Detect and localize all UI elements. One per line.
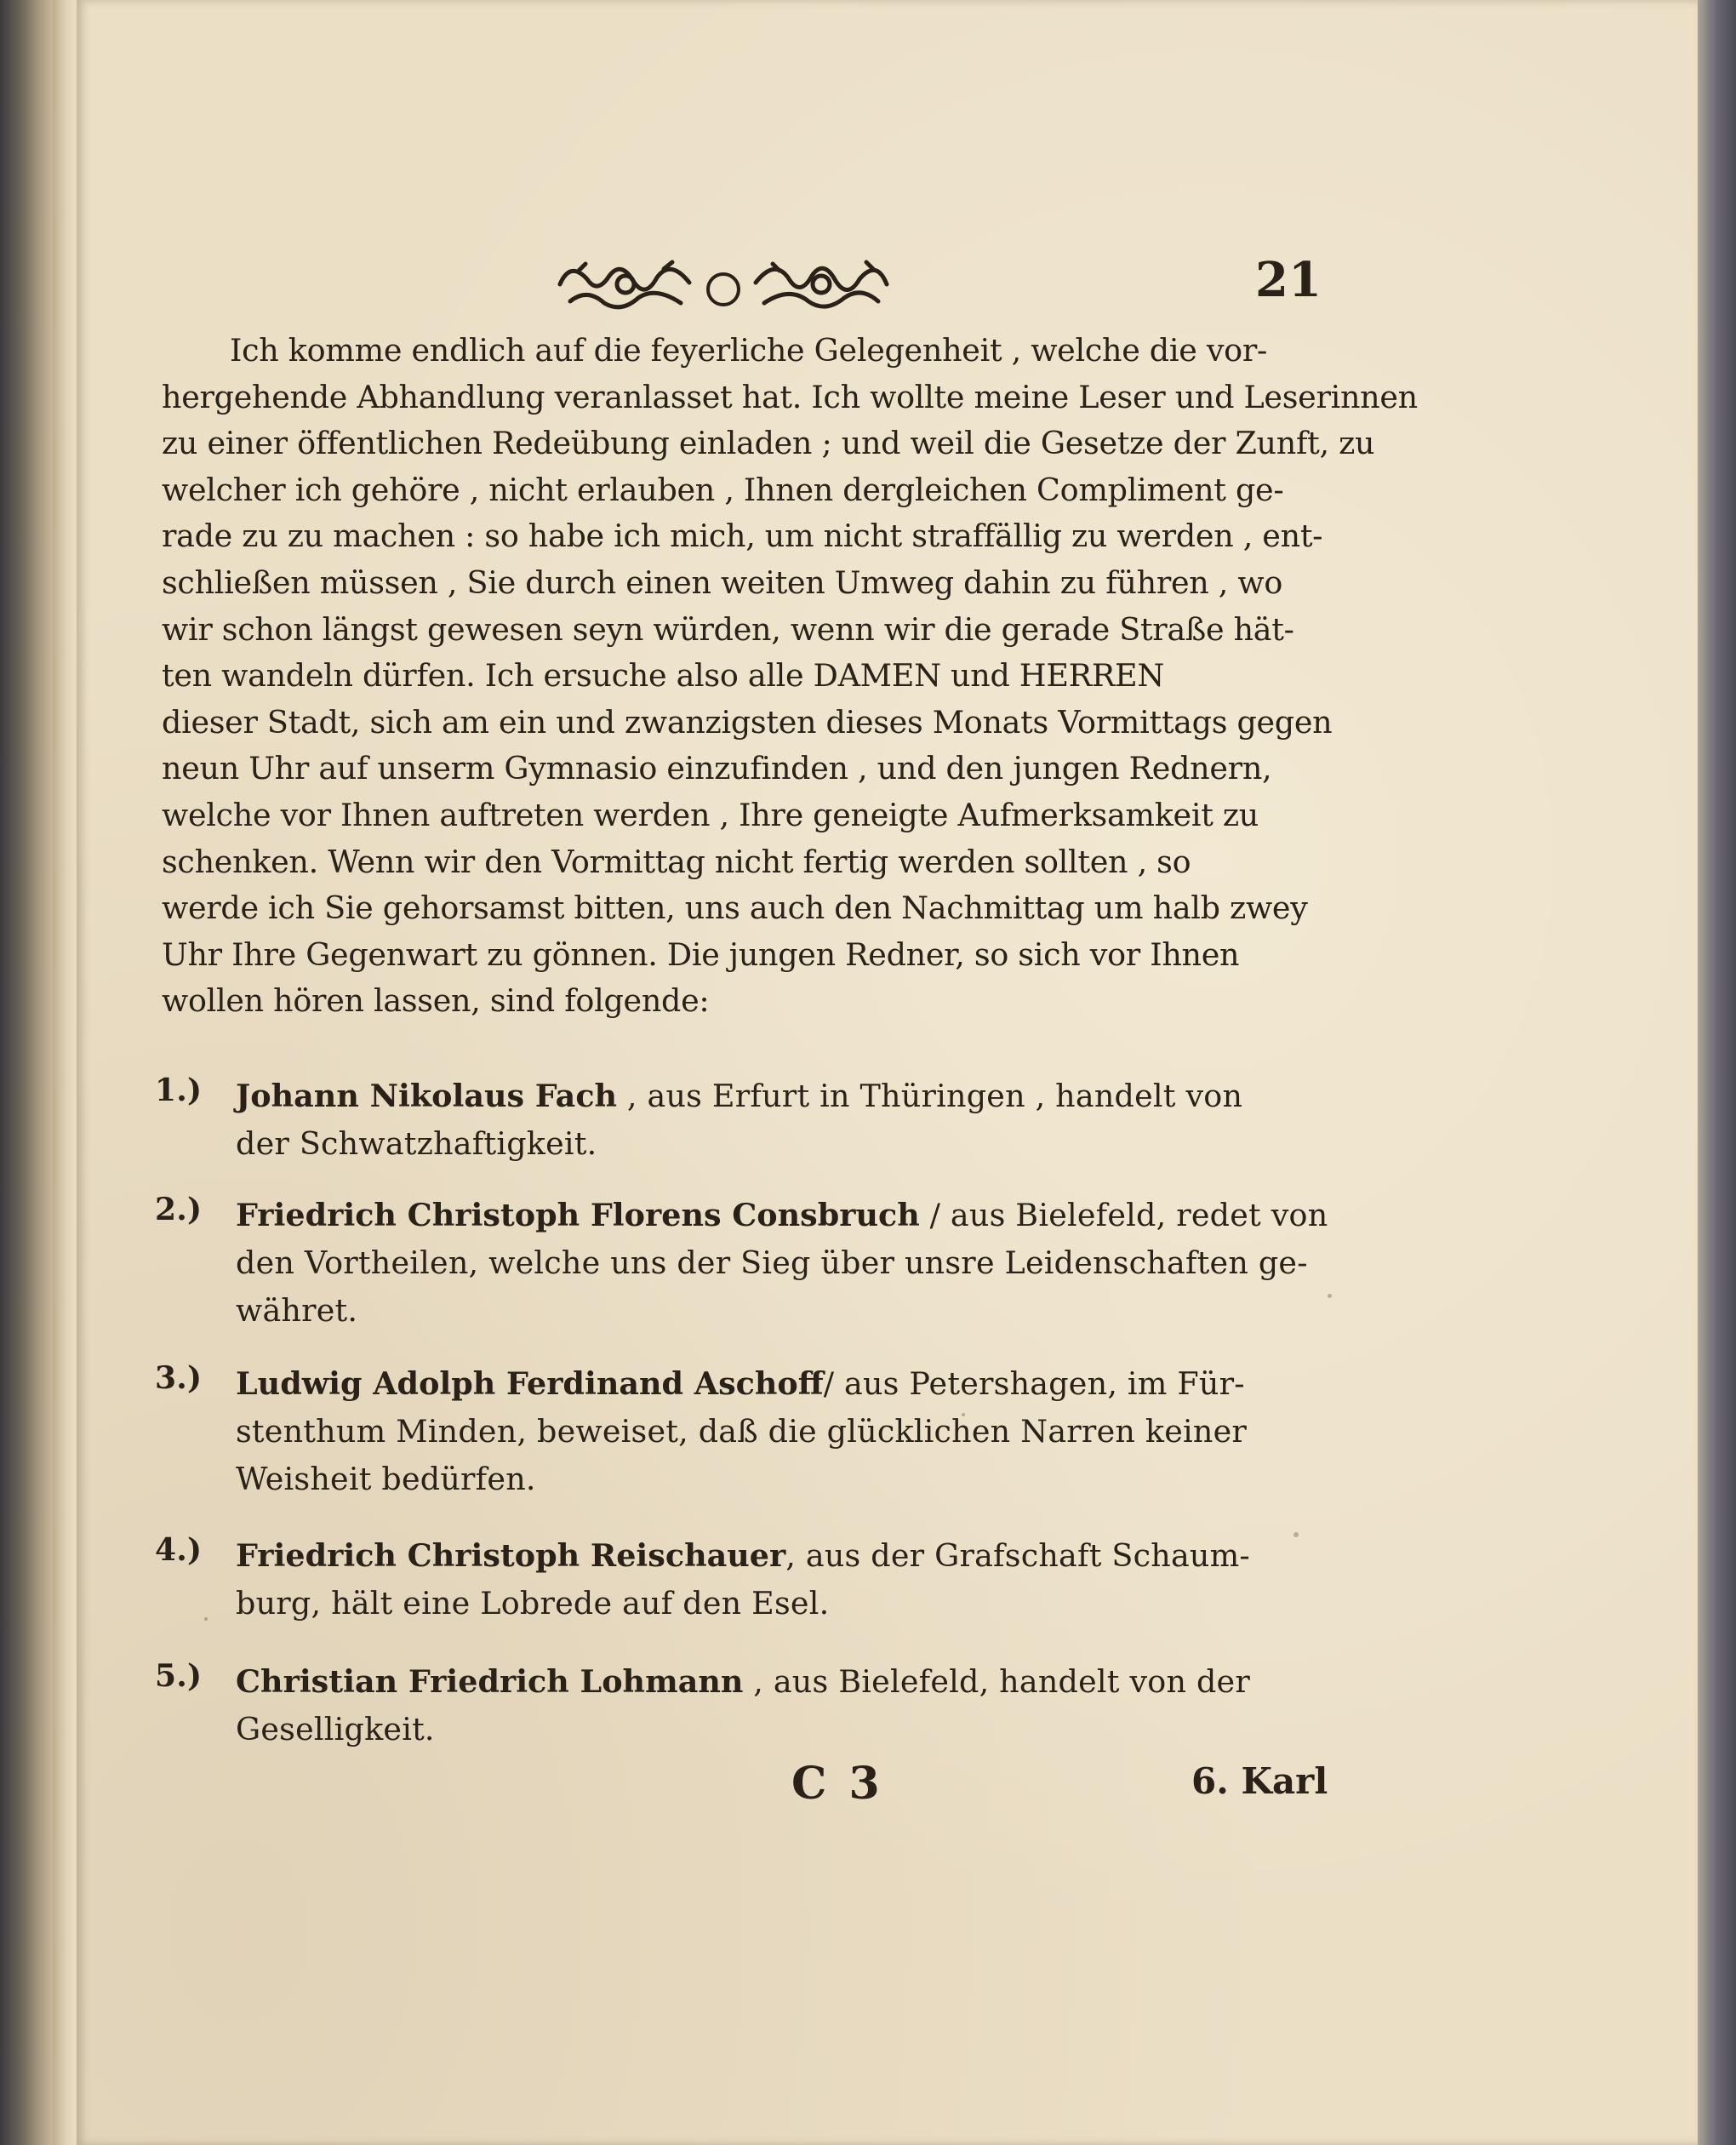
item-first-line xyxy=(236,1072,1328,1120)
invitation-paragraph xyxy=(162,328,1418,1025)
speaker-name: Christian Friedrich Lohmann xyxy=(236,1663,744,1700)
scan-background-edge xyxy=(1698,0,1736,2145)
paper-speck xyxy=(1328,1294,1332,1298)
item-first-line xyxy=(236,1532,1328,1580)
header-center-circle-icon xyxy=(706,272,740,306)
speaker-origin-topic: , aus der Grafschaft Schaum- xyxy=(785,1537,1250,1574)
item-continuation: stenthum Minden, beweiset, daß die glücklichen Narren keiner xyxy=(236,1413,1248,1450)
speaker-origin-topic: / aus Bielefeld, redet von xyxy=(919,1197,1328,1233)
item-continuation: burg, hält eine Lobrede auf den Esel. xyxy=(236,1585,830,1622)
paragraph-line: hergehende Abhandlung veranlasset hat. Ich wollte meine Leser und Leserinnen xyxy=(162,378,1418,415)
item-continuation: den Vortheilen, welche uns der Sieg über unsre Leidenschaften ge- xyxy=(236,1244,1308,1281)
paper-speck xyxy=(1293,1532,1299,1537)
paragraph-line: welcher ich gehöre , nicht erlauben , Ihnen dergleichen Compliment ge- xyxy=(162,471,1284,508)
item-continuation: Geselligkeit. xyxy=(236,1711,435,1747)
paper-speck xyxy=(204,1617,208,1621)
paragraph-line: wir schon längst gewesen seyn würden, wenn wir die gerade Straße hät- xyxy=(162,610,1294,648)
item-first-line xyxy=(236,1360,1328,1408)
speaker-origin-topic: , aus Erfurt in Thüringen , handelt von xyxy=(617,1078,1243,1114)
paragraph-line: schenken. Wenn wir den Vormittag nicht fertig werden sollten , so xyxy=(162,843,1191,880)
item-number: 4.) xyxy=(155,1532,203,1568)
item-first-line xyxy=(236,1192,1328,1239)
speaker-origin-topic: , aus Bielefeld, handelt von der xyxy=(743,1663,1250,1700)
item-number: 3.) xyxy=(155,1360,203,1396)
item-body xyxy=(236,1532,1328,1627)
item-body xyxy=(236,1072,1328,1168)
book-binding xyxy=(0,0,53,2145)
item-body xyxy=(236,1658,1328,1753)
header-ornament-right-icon xyxy=(749,254,894,315)
item-number: 2.) xyxy=(155,1192,203,1227)
item-continuation: der Schwatzhaftigkeit. xyxy=(236,1125,597,1162)
paragraph-line: Ich komme endlich auf die feyerliche Gelegenheit , welche die vor- xyxy=(230,332,1268,369)
item-continuation: Weisheit bedürfen. xyxy=(236,1461,536,1497)
catchword: 6. Karl xyxy=(1191,1760,1328,1802)
paragraph-line: Uhr Ihre Gegenwart zu gönnen. Die jungen Redner, so sich vor Ihnen xyxy=(162,935,1240,973)
signature-mark: C 3 xyxy=(791,1758,883,1810)
item-continuation: währet. xyxy=(236,1292,358,1329)
item-body xyxy=(236,1360,1328,1503)
item-body xyxy=(236,1192,1328,1335)
paragraph-line: werde ich Sie gehorsamst bitten, uns auch den Nachmittag um halb zwey xyxy=(162,889,1308,927)
item-number: 1.) xyxy=(155,1072,203,1108)
speaker-name: Friedrich Christoph Florens Consbruch xyxy=(236,1197,920,1233)
paragraph-line: rade zu zu machen : so habe ich mich, um nicht straffällig zu werden , ent- xyxy=(162,518,1323,555)
item-number: 5.) xyxy=(155,1658,203,1694)
paragraph-line: wollen hören lassen, sind folgende: xyxy=(162,982,710,1020)
paragraph-line: ten wandeln dürfen. Ich ersuche also alle DAMEN und HERREN xyxy=(162,657,1165,695)
running-header xyxy=(477,247,1328,323)
paragraph-line: neun Uhr auf unserm Gymnasio einzufinden , und den jungen Rednern, xyxy=(162,750,1272,787)
paragraph-line: zu einer öffentlichen Redeübung einladen ; und weil die Gesetze der Zunft, zu xyxy=(162,425,1375,462)
speaker-origin-topic: / aus Petershagen, im Für- xyxy=(823,1365,1245,1402)
page-number: 21 xyxy=(1255,252,1322,308)
paragraph-line: dieser Stadt, sich am ein und zwanzigsten dieses Monats Vormittags gegen xyxy=(162,703,1333,741)
paragraph-line: welche vor Ihnen auftreten werden , Ihre geneigte Aufmerksamkeit zu xyxy=(162,796,1259,833)
speaker-name: Johann Nikolaus Fach xyxy=(236,1078,618,1114)
header-ornament-left-icon xyxy=(553,254,698,315)
paragraph-line: schließen müssen , Sie durch einen weiten Umweg dahin zu führen , wo xyxy=(162,563,1283,601)
item-first-line xyxy=(236,1658,1328,1706)
speaker-name: Friedrich Christoph Reischauer xyxy=(236,1537,786,1574)
previous-leaf-edge xyxy=(53,0,77,2145)
paper-speck xyxy=(962,1413,965,1416)
speaker-name: Ludwig Adolph Ferdinand Aschoff xyxy=(236,1365,824,1402)
